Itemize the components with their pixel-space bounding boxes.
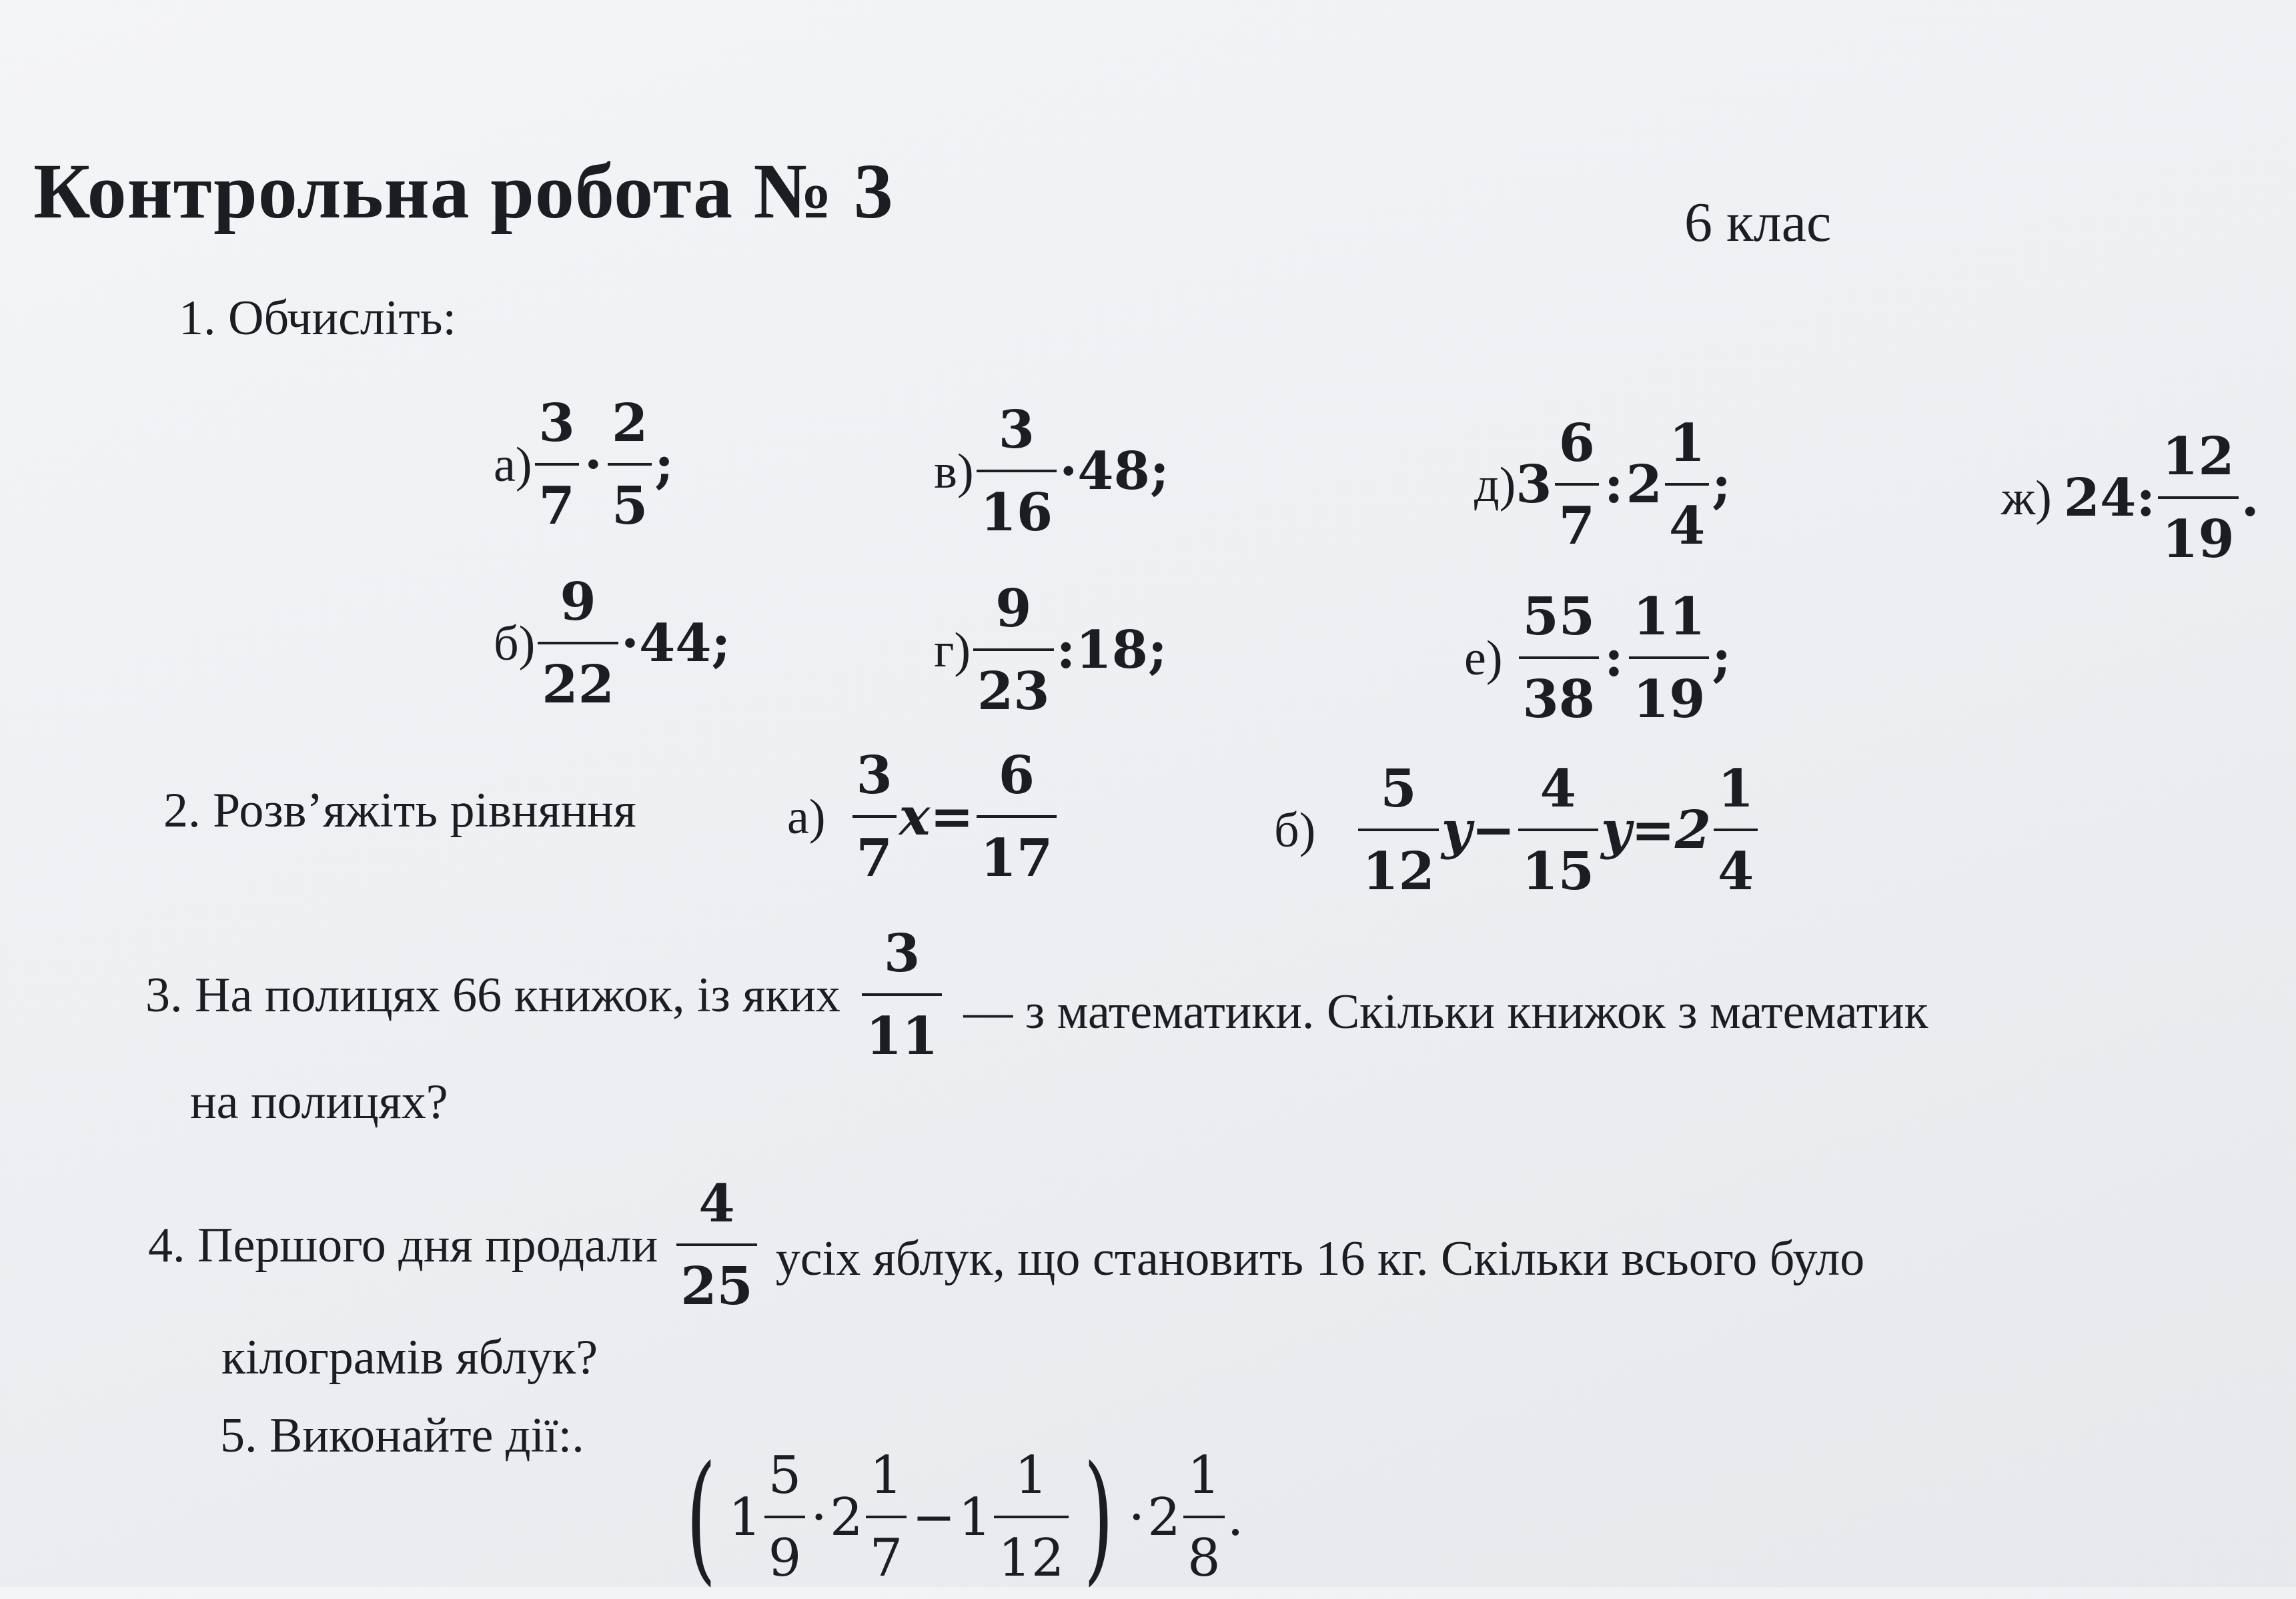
task1-g: г) $\frac{9}{23}$ :18 ; [934,578,1167,722]
task1-e-label: е) [1464,630,1503,686]
task3-line1 [145,924,1928,1066]
fraction: $\frac{1}{4}$ [1665,414,1709,556]
fraction: $\frac{5}{12}$ [1358,759,1439,901]
task2-a-label: а) [787,789,826,845]
task1-b: б) $\frac{9}{22}$ ·44 ; [494,572,731,715]
fraction: $\frac{3}{7}$ [852,746,897,888]
fraction: $\frac{9}{23}$ [973,579,1054,721]
fraction: $\frac{5}{9}$ [764,1446,806,1588]
task1-a-label: а) [494,437,532,492]
task4-prompt: 4. Першого дня продали [148,1217,658,1273]
fraction: $\frac{12}{19}$ [2158,427,2239,569]
fraction: $\frac{55}{38}$ [1519,587,1600,729]
task3-prompt: 3. На полицях 66 книжок, із яких [145,967,840,1023]
task4-line1 [148,1174,1864,1316]
task3-line2: на полицях? [190,1075,448,1129]
fraction: $\frac{2}{5}$ [608,394,652,536]
fraction: $\frac{4}{15}$ [1518,759,1599,901]
fraction: $\frac{9}{22}$ [538,572,618,714]
task1-zh-label: ж) [2001,470,2052,526]
right-paren: ) [1083,1435,1114,1599]
task1-prompt: 1. Обчисліть: [179,291,457,346]
task1-a: а) $\frac{3}{7}$ · $\frac{2}{5}$ ; [494,393,674,536]
fraction: $\frac{11}{19}$ [1629,587,1710,729]
task2-a: а) $\frac{3}{7}$ x= $\frac{6}{17}$ [787,746,1059,888]
task4-line2: кілограмів яблук? [221,1330,598,1385]
fraction: $\frac{3}{11}$ [862,924,943,1066]
task1-d-label: д) [1474,457,1516,512]
task1-e: е) $\frac{55}{38}$ : $\frac{11}{19}$ ; [1464,586,1732,730]
task5-prompt: 5. Виконайте дії:. [220,1408,584,1463]
left-paren: ( [686,1435,716,1599]
fraction: $\frac{1}{12}$ [994,1446,1068,1588]
task1-zh: ж) 24: $\frac{12}{19}$ . [2001,426,2259,570]
fraction: $\frac{1}{8}$ [1183,1446,1225,1588]
task2-prompt: 2. Розв’яжіть рівняння [163,783,636,838]
task1-d: д) 3 $\frac{6}{7}$ : 2 $\frac{1}{4}$ ; [1474,413,1732,556]
task1-g-label: г) [934,622,971,678]
fraction: $\frac{6}{7}$ [1555,414,1599,556]
page-title: Контрольна робота № 3 [33,147,894,235]
grade-label: 6 клас [1684,191,1832,253]
fraction: $\frac{6}{17}$ [977,746,1057,888]
task3-rest: — з математики. Скільки книжок з математик [963,984,1928,1039]
task1-v-label: в) [934,444,974,499]
task1-b-label: б) [494,616,536,671]
fraction: $\frac{1}{4}$ [1714,759,1758,901]
task2-b-label: б) [1274,803,1316,858]
task5-expression: ( 1 $\frac{5}{9}$ · 2 $\frac{1}{7}$ − 1 $\frac{1}{12}$ ) · 2 $\frac{1}{8}$ . [686,1435,1244,1599]
fraction: $\frac{1}{7}$ [866,1446,907,1588]
task4-rest: усіх яблук, що становить 16 кг. Скільки всього було [775,1231,1865,1286]
fraction: $\frac{3}{7}$ [535,394,579,536]
fraction: $\frac{4}{25}$ [676,1174,757,1316]
fraction: $\frac{3}{16}$ [977,400,1057,542]
task1-v: в) $\frac{3}{16}$ ·48 ; [934,400,1169,543]
task2-b: б) $\frac{5}{12}$ y− $\frac{4}{15}$ y=2 $\frac{1}{4}$ [1274,759,1760,901]
